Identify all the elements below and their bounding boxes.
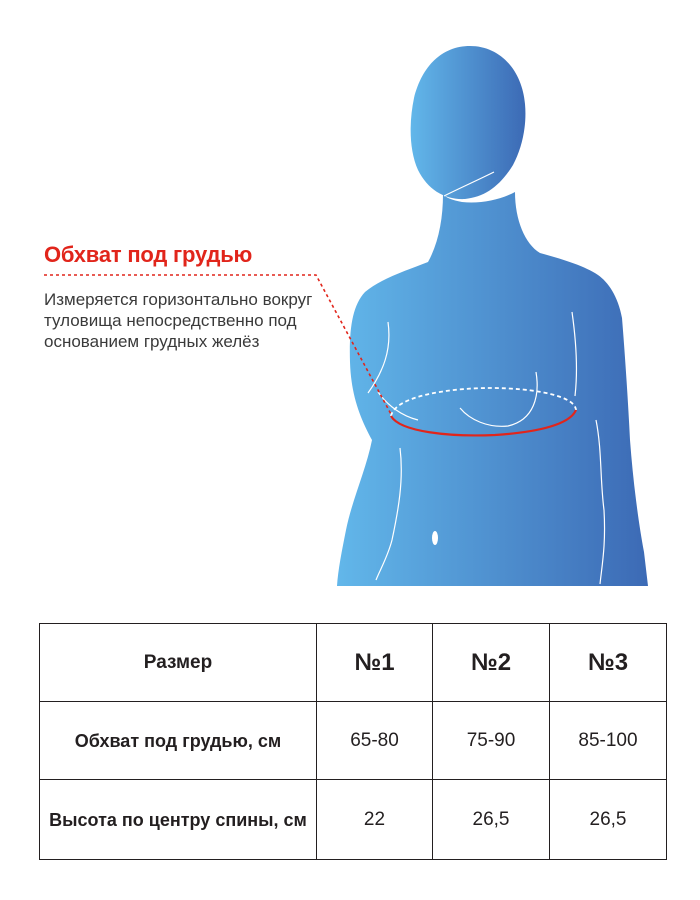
table-header-row xyxy=(40,624,667,702)
mannequin-torso xyxy=(337,192,648,586)
header-size-label: Размер xyxy=(40,624,317,702)
back-height-size-2: 26,5 xyxy=(433,780,550,860)
back-height-size-3: 26,5 xyxy=(550,780,667,860)
size-table xyxy=(39,623,667,860)
table-row xyxy=(40,702,667,780)
mannequin-head xyxy=(411,46,526,199)
header-size-1: №1 xyxy=(317,624,433,702)
underbust-size-1: 65-80 xyxy=(317,702,433,780)
underbust-size-2: 75-90 xyxy=(433,702,550,780)
underbust-size-3: 85-100 xyxy=(550,702,667,780)
navel-mark xyxy=(432,531,438,545)
measurement-description: Измеряется горизонтально вокруг туловища непосредственно под основанием грудных желёз xyxy=(44,290,313,351)
measurement-title: Обхват под грудью xyxy=(44,242,253,267)
mannequin-body xyxy=(337,46,648,586)
row-label-underbust: Обхват под грудью, см xyxy=(40,702,317,780)
header-size-2: №2 xyxy=(433,624,550,702)
back-height-size-1: 22 xyxy=(317,780,433,860)
row-label-back-height: Высота по центру спины, см xyxy=(40,780,317,860)
header-size-3: №3 xyxy=(550,624,667,702)
table-row xyxy=(40,780,667,860)
